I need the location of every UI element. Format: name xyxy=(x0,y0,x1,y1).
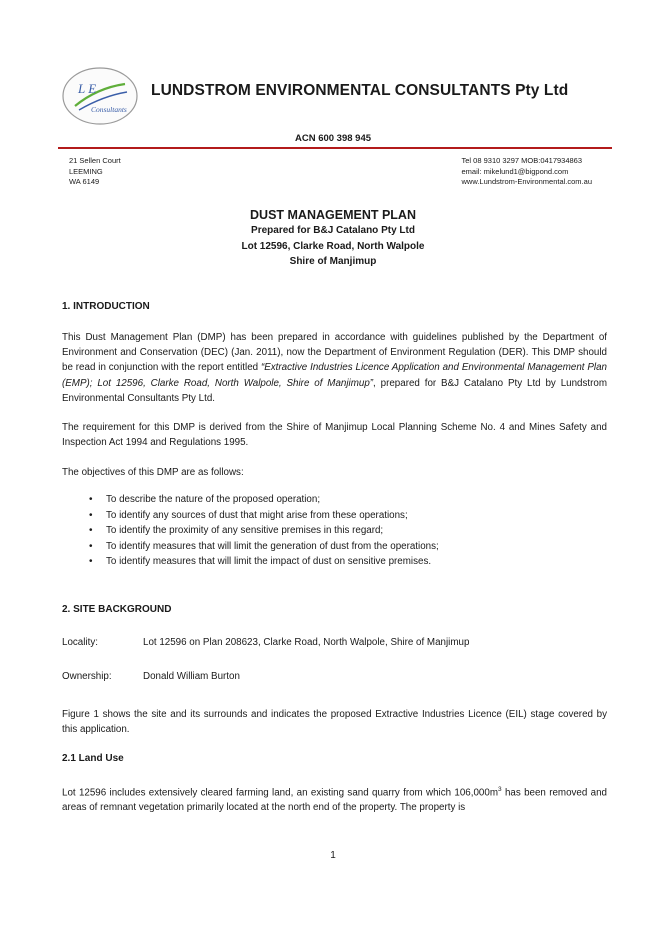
logo-letters: L E xyxy=(78,81,97,96)
figure-paragraph: Figure 1 shows the site and its surrounds and indicates the proposed Extractive Industries Licence (EIL) stage covered by this application. xyxy=(62,709,607,736)
title-line: Prepared for B&J Catalano Pty Ltd xyxy=(251,225,415,236)
page-number: 1 xyxy=(330,850,336,861)
list-item: • To identify measures that will limit the impact of dust on sensitive premises. xyxy=(62,554,439,570)
land-use-paragraph xyxy=(62,782,607,816)
ownership-value: Donald William Burton xyxy=(143,671,240,682)
company-logo xyxy=(61,66,139,126)
land-use-text-a: Lot 12596 includes extensively cleared farming land, an existing sand quarry from which 106,000m xyxy=(62,787,498,799)
intro-text-b: , prepared for B&J Catalano Pty Ltd by Lundstrom Environmental Consultants Pty Ltd. xyxy=(62,377,607,404)
address-line: 21 Sellen Court xyxy=(69,156,121,165)
locality-row xyxy=(62,637,469,648)
logo-word: Consultants xyxy=(91,105,127,114)
ownership-row xyxy=(62,671,240,682)
list-item: • To identify the proximity of any sensitive premises in this regard; xyxy=(62,523,439,539)
intro-paragraph-1 xyxy=(62,330,607,406)
objectives-list xyxy=(62,492,439,570)
section-heading-introduction: 1. INTRODUCTION xyxy=(62,301,150,312)
contact-website[interactable]: www.Lundstrom-Environmental.com.au xyxy=(461,177,592,187)
list-item: • To describe the nature of the proposed operation; xyxy=(62,492,439,508)
contact-phone: Tel 08 9310 3297 MOB:0417934863 xyxy=(461,156,583,165)
intro-text-a: This Dust Management Plan (DMP) has been prepared in accordance with guidelines published by the Department of Environment and Conservation (DEC) (Jan. 2011), now the Department of Environment Regulation (DER). This DMP should be read in conjunction with the report entitled xyxy=(62,332,607,374)
land-use-text-b: has been removed and areas of remnant vegetation primarily located at the north end of the property. The property is xyxy=(62,787,607,814)
address-line: WA 6149 xyxy=(69,177,100,187)
acn-number: ACN 600 398 945 xyxy=(294,133,372,144)
postal-address xyxy=(69,156,121,188)
locality-value: Lot 12596 on Plan 208623, Clarke Road, North Walpole, Shire of Manjimup xyxy=(143,637,470,648)
ownership-label: Ownership: xyxy=(62,671,112,682)
contact-email[interactable]: email: mikelund1@bigpond.com xyxy=(461,166,569,176)
subsection-heading-land-use: 2.1 Land Use xyxy=(62,753,124,764)
intro-paragraph-3: The objectives of this DMP are as follows: xyxy=(62,467,244,478)
intro-report-title: “Extractive Industries Licence Application and Environmental Management Plan (EMP); Lot 12596, Clarke Road, North Walpole, Shire of Manjimup” xyxy=(62,362,607,389)
intro-paragraph-2: The requirement for this DMP is derived from the Shire of Manjimup Local Planning Scheme No. 4 and Mines Safety and Inspection Act 1994 and Regulations 1995. xyxy=(62,422,607,449)
company-name: LUNDSTROM ENVIRONMENTAL CONSULTANTS Pty Ltd xyxy=(151,82,569,99)
title-line: Lot 12596, Clarke Road, North Walpole xyxy=(241,240,425,252)
list-item: • To identify any sources of dust that might arise from these operations; xyxy=(62,508,439,524)
superscript-cubed: 3 xyxy=(497,786,502,793)
section-heading-site-background: 2. SITE BACKGROUND xyxy=(62,604,172,615)
locality-label: Locality: xyxy=(62,637,98,648)
header-divider xyxy=(58,147,612,149)
contact-details xyxy=(462,156,592,188)
list-item: • To identify measures that will limit the generation of dust from the operations; xyxy=(62,539,439,555)
address-line: LEEMING xyxy=(69,166,103,176)
document-title-block xyxy=(0,207,666,270)
title-line: Shire of Manjimup xyxy=(289,256,377,267)
document-title: DUST MANAGEMENT PLAN xyxy=(250,208,416,222)
